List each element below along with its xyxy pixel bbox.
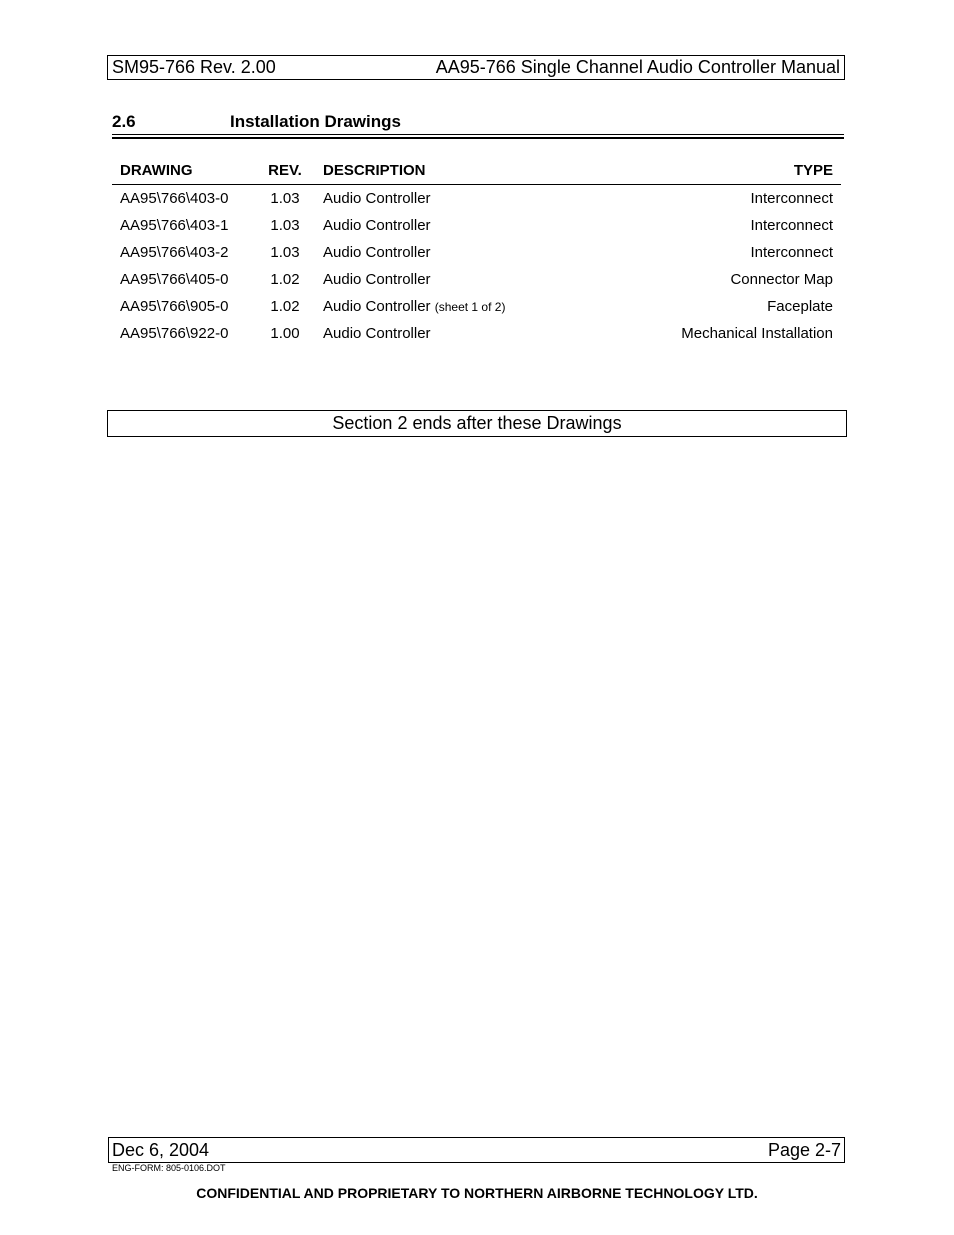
- cell-drawing: AA95\766\403-0: [120, 190, 229, 207]
- drawings-table: [112, 156, 841, 347]
- cell-type: Faceplate: [767, 298, 833, 315]
- cell-description: [315, 293, 615, 320]
- description-text: Audio Controller: [323, 244, 431, 261]
- col-header-type: TYPE: [615, 156, 841, 185]
- cell-type: Interconnect: [750, 244, 833, 261]
- cell-type: Interconnect: [750, 190, 833, 207]
- col-header-rev: REV.: [255, 156, 315, 185]
- cell-description: [315, 239, 615, 266]
- cell-description: [315, 212, 615, 239]
- page-header: [107, 55, 845, 80]
- cell-description: [315, 185, 615, 213]
- form-id: ENG-FORM: 805-0106.DOT: [112, 1163, 226, 1173]
- table-row: [112, 293, 841, 320]
- section-number: 2.6: [112, 112, 136, 131]
- table-row: [112, 320, 841, 347]
- cell-drawing: AA95\766\403-2: [120, 244, 229, 261]
- description-text: Audio Controller: [323, 298, 431, 315]
- table-row: [112, 185, 841, 213]
- sheet-note: (sheet 1 of 2): [434, 300, 506, 314]
- description-text: Audio Controller: [323, 325, 431, 342]
- cell-drawing: AA95\766\905-0: [120, 298, 229, 315]
- section-end-note: [107, 410, 847, 437]
- cell-drawing: AA95\766\405-0: [120, 271, 229, 288]
- cell-type: Interconnect: [750, 217, 833, 234]
- cell-description: [315, 266, 615, 293]
- table-row: [112, 212, 841, 239]
- description-text: Audio Controller: [323, 190, 431, 207]
- doc-title: AA95-766 Single Channel Audio Controller Manual: [435, 57, 840, 77]
- cell-rev: 1.03: [270, 217, 300, 234]
- page-number: Page 2-7: [767, 1139, 841, 1160]
- cell-rev: 1.02: [270, 298, 300, 315]
- doc-number: SM95-766 Rev. 2.00: [112, 57, 276, 77]
- cell-drawing: AA95\766\922-0: [120, 325, 229, 342]
- cell-rev: 1.02: [270, 271, 300, 288]
- cell-description: [315, 320, 615, 347]
- cell-rev: 1.03: [270, 244, 300, 261]
- heading-double-rule: [112, 134, 844, 139]
- cell-rev: 1.00: [270, 325, 300, 342]
- cell-type: Mechanical Installation: [681, 325, 833, 342]
- description-text: Audio Controller: [323, 217, 431, 234]
- cell-drawing: AA95\766\403-1: [120, 217, 229, 234]
- section-end-text: Section 2 ends after these Drawings: [332, 413, 622, 433]
- cell-rev: 1.03: [270, 190, 300, 207]
- cell-type: Connector Map: [730, 271, 833, 288]
- confidential-notice: CONFIDENTIAL AND PROPRIETARY TO NORTHERN AIRBORNE TECHNOLOGY LTD.: [196, 1185, 758, 1201]
- table-row: [112, 266, 841, 293]
- section-title: Installation Drawings: [230, 112, 401, 131]
- col-header-drawing: DRAWING: [112, 156, 255, 185]
- table-row: [112, 239, 841, 266]
- footer-date: Dec 6, 2004: [112, 1139, 210, 1160]
- description-text: Audio Controller: [323, 271, 431, 288]
- col-header-description: DESCRIPTION: [315, 156, 615, 185]
- table-header-row: [112, 156, 841, 185]
- page-footer: [108, 1137, 845, 1163]
